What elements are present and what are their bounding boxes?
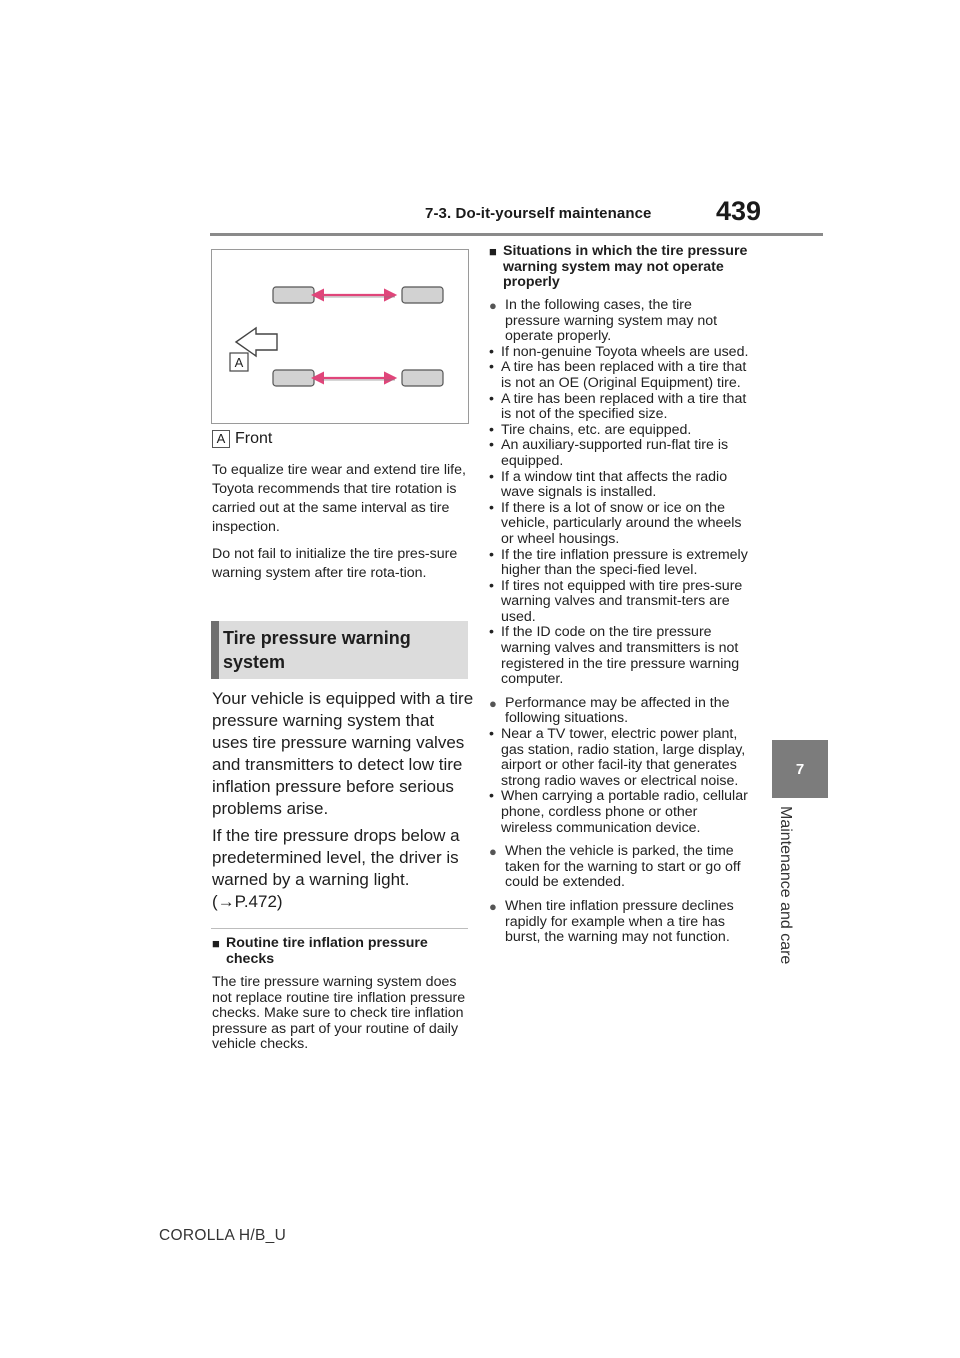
- dash-text: A tire has been replaced with a tire that is not of the specified size.: [501, 390, 747, 423]
- dash-marker-icon: •: [489, 788, 494, 805]
- dash-item: [489, 470, 751, 501]
- dash-marker-icon: •: [489, 390, 494, 407]
- bullet-item: [489, 298, 751, 345]
- dash-marker-icon: •: [489, 421, 494, 438]
- chapter-tab[interactable]: 7: [772, 740, 828, 798]
- dash-text: If the tire inflation pressure is extremely higher than the speci-fied level.: [501, 546, 748, 579]
- system-intro-paragraph: Your vehicle is equipped with a tire pressure warning system that uses tire pressure warning valves and transmitters to detect low tire inflation pressure before serious problems arise.: [212, 689, 474, 818]
- tire-rear-right: [402, 370, 443, 386]
- dash-marker-icon: •: [489, 499, 494, 516]
- dash-text: If a window tint that affects the radio wave signals is installed.: [501, 468, 728, 501]
- dash-text: An auxiliary-supported run-flat tire is equipped.: [501, 437, 729, 469]
- dash-item: [489, 625, 751, 687]
- model-footer: COROLLA H/B_U: [159, 1227, 287, 1244]
- warning-light-paragraph: [212, 825, 474, 913]
- figure-legend: [212, 430, 272, 448]
- dash-item: [489, 789, 751, 836]
- square-marker-icon: ■: [489, 244, 497, 259]
- tire-rotation-diagram: [211, 249, 469, 424]
- section-heading: [211, 621, 468, 679]
- legend-text: Front: [235, 430, 273, 447]
- bullet-text: Performance may be affected in the following situations.: [505, 694, 730, 727]
- dash-item: [489, 579, 751, 626]
- routine-checks-heading: [212, 936, 474, 967]
- bullet-text: When tire inflation pressure declines rapidly for example when a tire has burst, the warning may not function.: [505, 897, 734, 946]
- dash-item: [489, 360, 751, 391]
- dash-marker-icon: •: [489, 437, 494, 454]
- tire-rotation-svg: [212, 250, 468, 423]
- dash-marker-icon: •: [489, 624, 494, 641]
- dash-marker-icon: •: [489, 359, 494, 376]
- routine-checks-heading-text: Routine tire inflation pressure checks: [226, 935, 428, 967]
- bullet-dot-icon: ●: [489, 844, 497, 860]
- tire-front-left: [273, 287, 314, 303]
- rotation-paragraph: To equalize tire wear and extend tire life, Toyota recommends that tire rotation is carried out at the same interval as tire inspection.: [212, 462, 466, 535]
- legend-callout-box: A: [212, 430, 230, 448]
- dash-text: If there is a lot of snow or ice on the vehicle, particularly around the wheels or wheel housings.: [501, 499, 742, 547]
- tire-rear-left: [273, 370, 314, 386]
- page-ref-arrow-icon: →: [217, 892, 235, 911]
- situations-heading-text: Situations in which the tire pressure warning system may not operate properly: [503, 243, 748, 290]
- bullet-item: [489, 899, 751, 946]
- bullet-text: When the vehicle is parked, the time taken for the warning to start or go off could be extended.: [505, 843, 741, 891]
- dash-item: [489, 548, 751, 579]
- front-direction-arrow: [236, 328, 277, 356]
- dash-marker-icon: •: [489, 577, 494, 594]
- tire-front-right: [402, 287, 443, 303]
- dash-text: Tire chains, etc. are equipped.: [501, 421, 692, 438]
- dash-item: [489, 345, 751, 361]
- callout-letter: A: [234, 355, 244, 370]
- situations-list: [489, 298, 751, 946]
- page-ref-link[interactable]: P.472): [234, 892, 283, 911]
- routine-checks-paragraph: The tire pressure warning system does not replace routine tire inflation pressure checks. Make sure to check tire inflation pressure as part of your routine of daily vehicle checks.: [212, 974, 466, 1052]
- situations-heading: [489, 244, 751, 291]
- dash-marker-icon: •: [489, 546, 494, 563]
- bullet-dot-icon: ●: [489, 298, 497, 313]
- bullet-dot-icon: ●: [489, 695, 497, 711]
- dash-text: A tire has been replaced with a tire that is not an OE (Original Equipment) tire.: [501, 359, 747, 391]
- section-heading-text: Tire pressure warning system: [223, 628, 411, 672]
- dash-item: [489, 423, 751, 439]
- dash-marker-icon: •: [489, 468, 494, 485]
- section-title: 7-3. Do-it-yourself maintenance: [425, 205, 652, 222]
- column-divider: [211, 928, 468, 929]
- initialize-paragraph: Do not fail to initialize the tire pres-sure warning system after tire rota-tion.: [212, 546, 458, 581]
- dash-item: [489, 392, 751, 423]
- dash-text: If the ID code on the tire pressure warning valves and transmitters is not registered in the tire pressure warning computer.: [501, 624, 740, 688]
- chapter-title-text: Maintenance and care: [777, 806, 794, 965]
- dash-text: If non-genuine Toyota wheels are used.: [501, 343, 749, 360]
- bullet-item: [489, 844, 751, 891]
- dash-marker-icon: •: [489, 343, 494, 360]
- page-number: 439: [716, 196, 762, 226]
- heading-accent-bar: [211, 621, 219, 679]
- header-rule: [210, 233, 823, 236]
- dash-item: [489, 727, 751, 789]
- dash-text: When carrying a portable radio, cellular phone, cordless phone or other wireless communication device.: [501, 788, 748, 836]
- bullet-text: In the following cases, the tire pressure warning system may not operate properly.: [505, 297, 718, 345]
- square-marker-icon: ■: [212, 936, 220, 951]
- dash-item: [489, 438, 751, 469]
- dash-text: If tires not equipped with tire pres-sure warning valves and transmit-ters are used.: [501, 577, 743, 625]
- bullet-item: [489, 696, 751, 727]
- bullet-dot-icon: ●: [489, 898, 497, 914]
- chapter-title-vertical: [772, 806, 798, 986]
- warning-light-text: If the tire pressure drops below a predetermined level, the driver is warned by a warning light. (: [212, 826, 460, 911]
- dash-item: [489, 501, 751, 548]
- dash-marker-icon: •: [489, 726, 494, 743]
- dash-text: Near a TV tower, electric power plant, gas station, radio station, large display, airport or other facil-ity that generates strong radio waves or electrical noise.: [501, 726, 746, 789]
